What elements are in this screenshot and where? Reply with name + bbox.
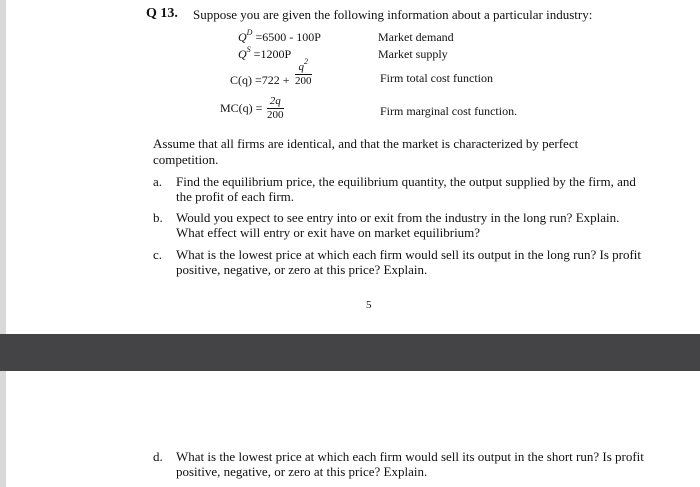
mc-label: Firm marginal cost function. <box>380 104 518 118</box>
demand-label: Market demand <box>378 30 454 44</box>
item-b-letter: b. <box>153 210 163 225</box>
document-page-2 <box>0 371 700 487</box>
item-a-text: Find the equilibrium price, the equilibrium quantity, the output supplied by the firm, and the profit of each firm. <box>176 174 636 204</box>
item-a-letter: a. <box>153 174 163 189</box>
cost-fraction: $\frac{q^2}{200}$ <box>295 57 312 87</box>
question-number: Q 13. <box>146 6 178 21</box>
demand-equation: $Q^D =6500 - 100P$ <box>238 28 321 44</box>
item-d-letter: d. <box>153 449 163 464</box>
mc-equation-lhs: MC(q) = <box>220 101 263 115</box>
page-edge <box>0 0 6 334</box>
demand-rhs: =6500 - 100P <box>255 30 321 44</box>
mc-fraction: $\frac{2q}{200}$ <box>267 95 284 121</box>
page-number: 5 <box>366 299 372 311</box>
item-c-letter: c. <box>153 247 163 262</box>
item-d-text: What is the lowest price at which each firm would sell its output in the short run? Is profit positive, negative, or zero at this price? Explain. <box>176 449 644 479</box>
cost-label: Firm total cost function <box>380 71 493 85</box>
item-c-text: What is the lowest price at which each firm would sell its output in the long run? Is profit positive, negative, or zero at this price? Explain. <box>176 247 642 277</box>
page-edge <box>0 371 6 487</box>
supply-equation: $Q^S =1200P$ <box>238 45 292 61</box>
assumption-paragraph: Assume that all firms are identical, and that the market is characterized by perfect competition. <box>153 136 579 167</box>
cost-equation-lhs: C(q) =722 + <box>230 73 290 87</box>
page-separator <box>0 334 700 371</box>
item-b-text: Would you expect to see entry into or exit from the industry in the long run? Explain. What effect will entry or exit have on market equilibrium? <box>176 210 620 240</box>
question-intro: Suppose you are given the following information about a particular industry: <box>193 7 593 22</box>
supply-label: Market supply <box>378 47 448 61</box>
supply-rhs: =1200P <box>253 47 292 61</box>
